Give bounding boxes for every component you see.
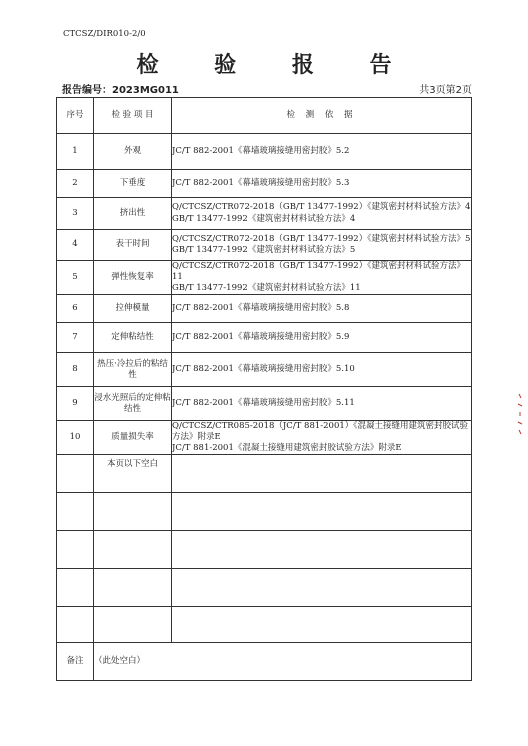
empty-row [57, 531, 472, 569]
empty-cell [172, 569, 472, 607]
inspection-item: 质量损失率 [94, 421, 172, 455]
test-basis-line: JC/T 882-2001《幕墙玻璃接缝用密封胶》5.8 [172, 303, 350, 314]
remark-row [57, 643, 472, 681]
test-basis-line: Q/CTCSZ/CTR072-2018（GB/T 13477-1992）《建筑密封材料试验方法》4 [172, 202, 471, 213]
table-row [57, 170, 472, 198]
row-number: 2 [57, 170, 94, 198]
remark-label: 备注 [57, 643, 94, 681]
test-basis [172, 230, 472, 261]
test-basis [172, 261, 472, 295]
inspection-table [56, 97, 472, 681]
test-basis [172, 198, 472, 230]
empty-cell [172, 607, 472, 643]
row-number: 4 [57, 230, 94, 261]
report-title: 检 验 报 告 [136, 53, 416, 78]
empty-cell [172, 455, 472, 493]
table-row [57, 387, 472, 421]
empty-cell [57, 493, 94, 531]
empty-row [57, 493, 472, 531]
table-row [57, 198, 472, 230]
row-number: 1 [57, 134, 94, 170]
empty-cell [94, 607, 172, 643]
table-row [57, 295, 472, 323]
row-number: 5 [57, 261, 94, 295]
test-basis-line: JC/T 882-2001《幕墙玻璃接缝用密封胶》5.10 [172, 364, 355, 375]
test-basis-line: Q/CTCSZ/CTR085-2018（JC/T 881-2001）《混凝土接缝用建筑密封胶试验方法》附录E [172, 421, 469, 443]
blank-note-row [57, 455, 472, 493]
document-code: CTCSZ/DIR010-2/0 [63, 29, 146, 39]
column-header-basis: 检 测 依 据 [172, 98, 472, 134]
row-number: 7 [57, 323, 94, 353]
empty-cell [57, 607, 94, 643]
empty-row [57, 607, 472, 643]
test-basis-line: JC/T 882-2001《幕墙玻璃接缝用密封胶》5.11 [172, 398, 355, 409]
inspection-item: 外观 [94, 134, 172, 170]
empty-cell [172, 531, 472, 569]
test-basis-line: GB/T 13477-1992《建筑密封材料试验方法》5 [172, 245, 356, 255]
test-basis-line: Q/CTCSZ/CTR072-2018（GB/T 13477-1992）《建筑密封材料试验方法》5 [172, 233, 471, 244]
test-basis-line: JC/T 881-2001《混凝土接缝用建筑密封胶试验方法》附录E [172, 443, 402, 454]
empty-cell [94, 493, 172, 531]
empty-cell [94, 531, 172, 569]
remark-value: （此处空白） [94, 643, 472, 681]
test-basis-line: 11 [172, 272, 183, 283]
table-row [57, 353, 472, 387]
empty-cell [94, 569, 172, 607]
table-header-row [57, 98, 472, 134]
test-basis [172, 421, 472, 455]
blank-note: 本页以下空白 [94, 455, 172, 493]
test-basis [172, 295, 472, 323]
table-row [57, 134, 472, 170]
empty-cell [172, 493, 472, 531]
report-number: 报告编号：2023MG011 [62, 85, 179, 96]
column-header-item: 检 验 项 目 [94, 98, 172, 134]
table-row [57, 421, 472, 455]
test-basis-line: Q/CTCSZ/CTR072-2018（GB/T 13477-1992）《建筑密封材料试验方法》 [172, 261, 465, 271]
test-basis-line: GB/T 13477-1992《建筑密封材料试验方法》4 [172, 213, 356, 224]
row-number: 6 [57, 295, 94, 323]
inspection-item: 弹性恢复率 [94, 261, 172, 295]
inspection-item: 定伸粘结性 [94, 323, 172, 353]
inspection-item: 热压·冷拉后的粘结性 [94, 353, 172, 387]
empty-cell [57, 569, 94, 607]
empty-cell [57, 455, 94, 493]
inspection-item: 表干时间 [94, 230, 172, 261]
table-row [57, 261, 472, 295]
row-number: 3 [57, 198, 94, 230]
page-info: 共3页第2页 [419, 85, 472, 96]
row-number: 10 [57, 421, 94, 455]
inspection-item: 浸水光照后的定伸粘结性 [94, 387, 172, 421]
test-basis [172, 323, 472, 353]
test-basis-line: JC/T 882-2001《幕墙玻璃接缝用密封胶》5.9 [172, 332, 350, 343]
inspection-item: 下垂度 [94, 170, 172, 198]
inspection-item: 拉伸模量 [94, 295, 172, 323]
row-number: 9 [57, 387, 94, 421]
table-row [57, 323, 472, 353]
test-basis [172, 134, 472, 170]
empty-row [57, 569, 472, 607]
test-basis-line: JC/T 882-2001《幕墙玻璃接缝用密封胶》5.3 [172, 177, 350, 188]
test-basis-line: JC/T 882-2001《幕墙玻璃接缝用密封胶》5.2 [172, 145, 350, 156]
row-number: 8 [57, 353, 94, 387]
column-header-no: 序号 [57, 98, 94, 134]
test-basis-line: GB/T 13477-1992《建筑密封材料试验方法》11 [172, 283, 361, 294]
test-basis [172, 353, 472, 387]
table-row [57, 230, 472, 261]
empty-cell [57, 531, 94, 569]
inspection-item: 挤出性 [94, 198, 172, 230]
side-stamp-mark [516, 392, 524, 436]
test-basis [172, 170, 472, 198]
test-basis [172, 387, 472, 421]
